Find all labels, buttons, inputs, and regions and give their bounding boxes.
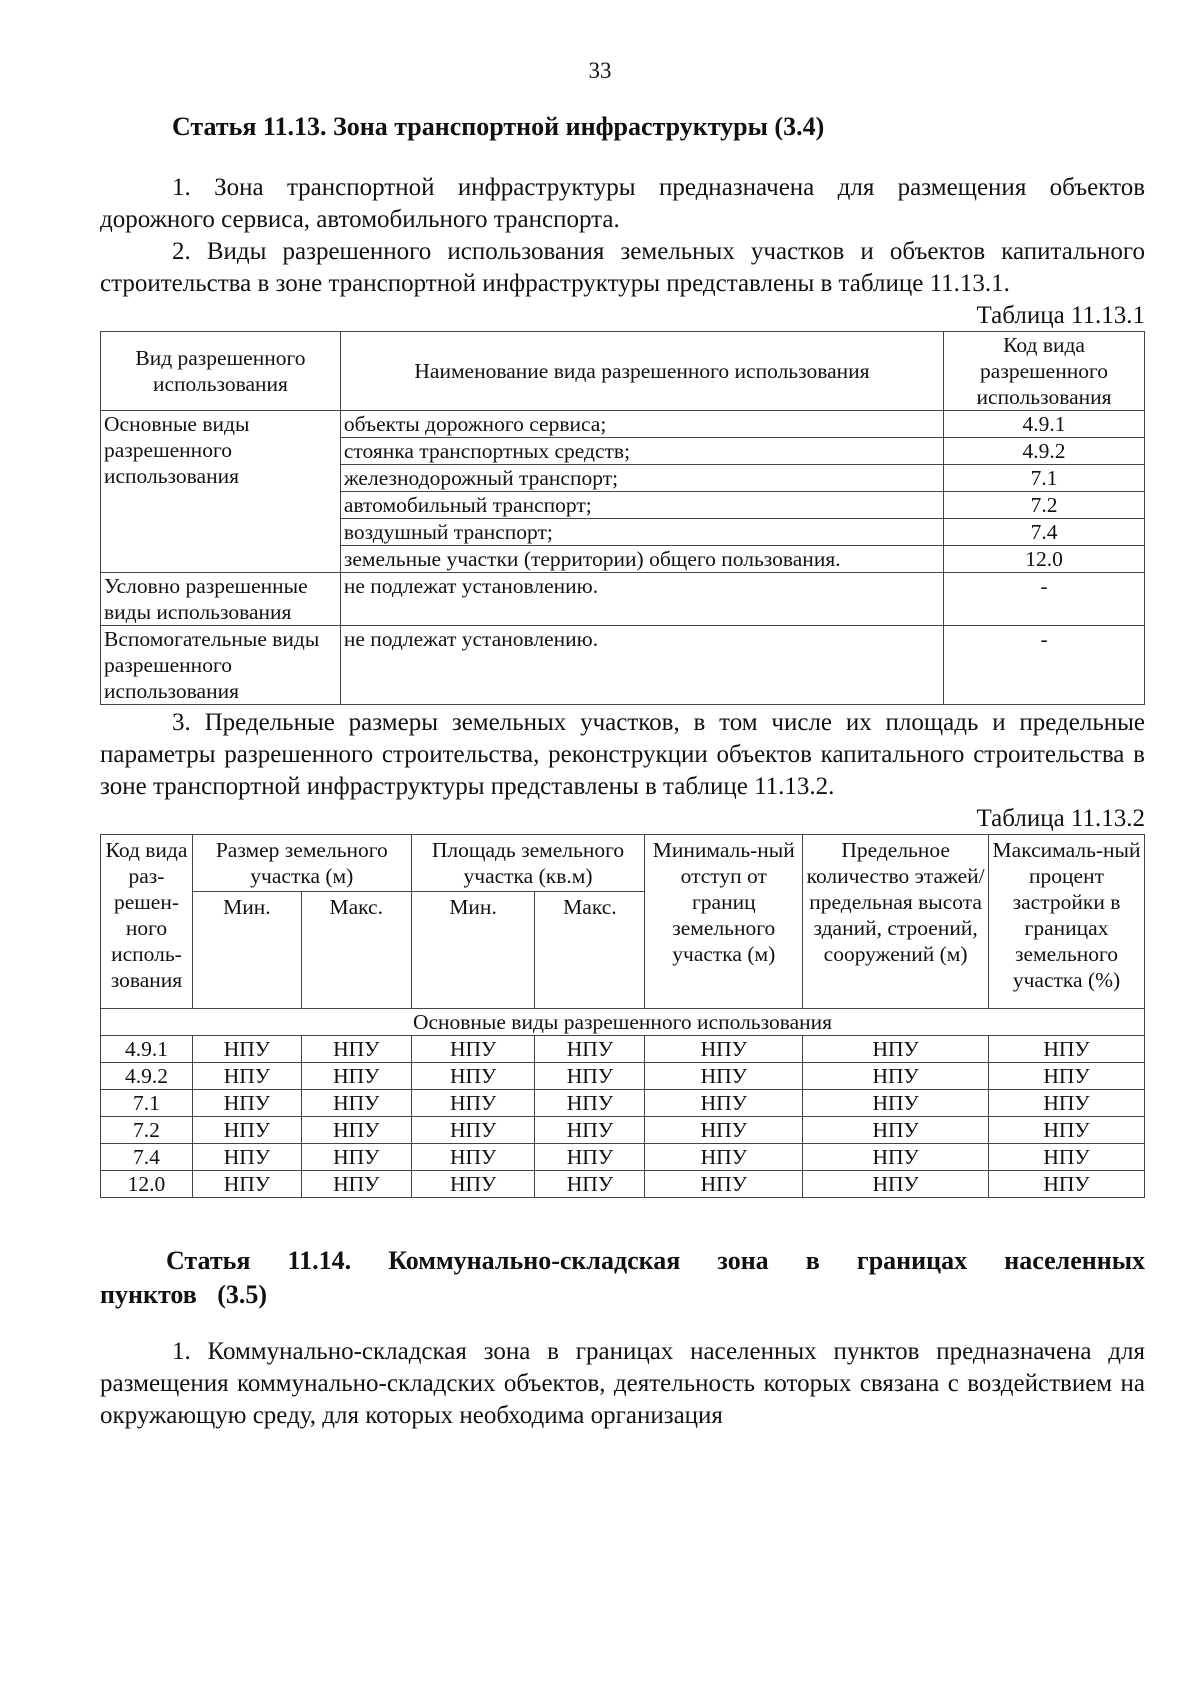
row-value: НПУ bbox=[645, 1036, 803, 1063]
row-value: НПУ bbox=[301, 1090, 411, 1117]
page-number: 33 bbox=[588, 58, 612, 83]
row-value: НПУ bbox=[535, 1171, 645, 1198]
table-11-13-1-caption: Таблица 11.13.1 bbox=[976, 302, 1145, 329]
header-setback: Минималь-ный отступ от границ земельного участка (м) bbox=[645, 835, 803, 1009]
row-value: НПУ bbox=[192, 1090, 301, 1117]
table-header-row bbox=[101, 835, 1145, 892]
row-value: НПУ bbox=[411, 1117, 535, 1144]
article-11-13-body bbox=[100, 172, 1145, 1198]
header-size-max: Макс. bbox=[301, 892, 411, 1009]
table-header-row bbox=[101, 332, 1145, 411]
use-name: воздушный транспорт; bbox=[340, 519, 943, 546]
header-size-min: Мин. bbox=[192, 892, 301, 1009]
auxiliary-uses-label: Вспомогательные виды разрешенного использования bbox=[101, 626, 341, 705]
row-value: НПУ bbox=[301, 1171, 411, 1198]
article-11-14-body bbox=[100, 1336, 1145, 1432]
row-value: НПУ bbox=[989, 1090, 1145, 1117]
use-code: 4.9.2 bbox=[944, 438, 1145, 465]
table-11-13-2 bbox=[100, 834, 1145, 1198]
row-value: НПУ bbox=[989, 1036, 1145, 1063]
use-code: 7.2 bbox=[944, 492, 1145, 519]
row-code: 7.2 bbox=[101, 1117, 193, 1144]
row-value: НПУ bbox=[989, 1063, 1145, 1090]
row-value: НПУ bbox=[535, 1063, 645, 1090]
use-code: - bbox=[944, 573, 1145, 626]
table-row bbox=[101, 1117, 1145, 1144]
row-value: НПУ bbox=[645, 1063, 803, 1090]
main-uses-label: Основные виды разрешенного использования bbox=[101, 411, 341, 573]
header-use-code: Код вида разрешенного использования bbox=[944, 332, 1145, 411]
use-code: 7.4 bbox=[944, 519, 1145, 546]
row-value: НПУ bbox=[803, 1063, 989, 1090]
row-value: НПУ bbox=[803, 1117, 989, 1144]
table-11-13-2-body bbox=[101, 1036, 1145, 1198]
row-value: НПУ bbox=[989, 1144, 1145, 1171]
table-row bbox=[101, 626, 1145, 705]
row-code: 4.9.1 bbox=[101, 1036, 193, 1063]
row-value: НПУ bbox=[301, 1063, 411, 1090]
use-name: земельные участки (территории) общего пользования. bbox=[340, 546, 943, 573]
row-code: 4.9.2 bbox=[101, 1063, 193, 1090]
article-11-13 bbox=[100, 110, 1145, 144]
article-11-14-heading: Статья 11.14. Коммунально-складская зона в границах населенных пунктов (3.5) bbox=[100, 1246, 1145, 1309]
row-value: НПУ bbox=[192, 1036, 301, 1063]
row-value: НПУ bbox=[803, 1036, 989, 1063]
article-11-13-heading: Статья 11.13. Зона транспортной инфраструктуры (3.4) bbox=[172, 112, 825, 141]
table-11-13-2-caption: Таблица 11.13.2 bbox=[976, 805, 1145, 832]
group-row bbox=[101, 1009, 1145, 1036]
table-row bbox=[101, 1036, 1145, 1063]
use-code: - bbox=[944, 626, 1145, 705]
use-code: 7.1 bbox=[944, 465, 1145, 492]
row-value: НПУ bbox=[411, 1171, 535, 1198]
table-row bbox=[101, 573, 1145, 626]
paragraph-1: 1. Коммунально-складская зона в границах населенных пунктов предназначена для размещения коммунально-складских объектов, деятельность которых связана с воздействием на окружающую среду, для которых необходима организация bbox=[100, 1338, 1145, 1429]
row-value: НПУ bbox=[645, 1117, 803, 1144]
use-code: 12.0 bbox=[944, 546, 1145, 573]
row-value: НПУ bbox=[803, 1171, 989, 1198]
row-value: НПУ bbox=[645, 1171, 803, 1198]
row-value: НПУ bbox=[411, 1144, 535, 1171]
table-row bbox=[101, 1144, 1145, 1171]
article-11-14 bbox=[100, 1244, 1145, 1312]
paragraph-2: 2. Виды разрешенного использования земельных участков и объектов капитального строительства в зоне транспортной инфраструктуры представлены в таблице 11.13.1. bbox=[100, 238, 1145, 297]
row-code: 12.0 bbox=[101, 1171, 193, 1198]
header-plot-area: Площадь земельного участка (кв.м) bbox=[411, 835, 645, 892]
header-plot-size: Размер земельного участка (м) bbox=[192, 835, 411, 892]
use-name: железнодорожный транспорт; bbox=[340, 465, 943, 492]
conditional-uses-label: Условно разрешенные виды использования bbox=[101, 573, 341, 626]
row-value: НПУ bbox=[535, 1036, 645, 1063]
header-code: Код вида раз-решен-ного исполь-зования bbox=[101, 835, 193, 1009]
row-value: НПУ bbox=[535, 1090, 645, 1117]
row-code: 7.1 bbox=[101, 1090, 193, 1117]
row-value: НПУ bbox=[989, 1117, 1145, 1144]
row-value: НПУ bbox=[535, 1144, 645, 1171]
use-name: не подлежат установлению. bbox=[340, 573, 943, 626]
paragraph-3: 3. Предельные размеры земельных участков, в том числе их площадь и предельные параметры разрешенного строительства, реконструкции объектов капитального строительства в зоне транспортной инфраструктуры представлены в таблице 11.13.2. bbox=[100, 709, 1145, 800]
header-floors: Предельное количество этажей/ предельная высота зданий, строений, сооружений (м) bbox=[803, 835, 989, 1009]
row-value: НПУ bbox=[803, 1144, 989, 1171]
table-11-13-1 bbox=[100, 331, 1145, 705]
main-uses-group-label: Основные виды разрешенного использования bbox=[101, 1009, 1145, 1036]
use-name: объекты дорожного сервиса; bbox=[340, 411, 943, 438]
row-value: НПУ bbox=[192, 1117, 301, 1144]
row-value: НПУ bbox=[301, 1117, 411, 1144]
row-code: 7.4 bbox=[101, 1144, 193, 1171]
table-row bbox=[101, 411, 1145, 438]
header-area-max: Макс. bbox=[535, 892, 645, 1009]
header-coverage: Максималь-ный процент застройки в границах земельного участка (%) bbox=[989, 835, 1145, 1009]
row-value: НПУ bbox=[192, 1063, 301, 1090]
row-value: НПУ bbox=[645, 1090, 803, 1117]
table-row bbox=[101, 1090, 1145, 1117]
row-value: НПУ bbox=[535, 1117, 645, 1144]
row-value: НПУ bbox=[301, 1144, 411, 1171]
table-row bbox=[101, 1063, 1145, 1090]
row-value: НПУ bbox=[411, 1090, 535, 1117]
row-value: НПУ bbox=[301, 1036, 411, 1063]
row-value: НПУ bbox=[192, 1144, 301, 1171]
use-code: 4.9.1 bbox=[944, 411, 1145, 438]
header-area-min: Мин. bbox=[411, 892, 535, 1009]
row-value: НПУ bbox=[192, 1171, 301, 1198]
row-value: НПУ bbox=[411, 1063, 535, 1090]
header-use-name: Наименование вида разрешенного использования bbox=[340, 332, 943, 411]
row-value: НПУ bbox=[411, 1036, 535, 1063]
row-value: НПУ bbox=[989, 1171, 1145, 1198]
row-value: НПУ bbox=[645, 1144, 803, 1171]
header-use-type: Вид разрешенного использования bbox=[101, 332, 341, 411]
paragraph-1: 1. Зона транспортной инфраструктуры предназначена для размещения объектов дорожного сервиса, автомобильного транспорта. bbox=[100, 174, 1145, 233]
table-row bbox=[101, 1171, 1145, 1198]
row-value: НПУ bbox=[803, 1090, 989, 1117]
use-name: автомобильный транспорт; bbox=[340, 492, 943, 519]
use-name: стоянка транспортных средств; bbox=[340, 438, 943, 465]
use-name: не подлежат установлению. bbox=[340, 626, 943, 705]
